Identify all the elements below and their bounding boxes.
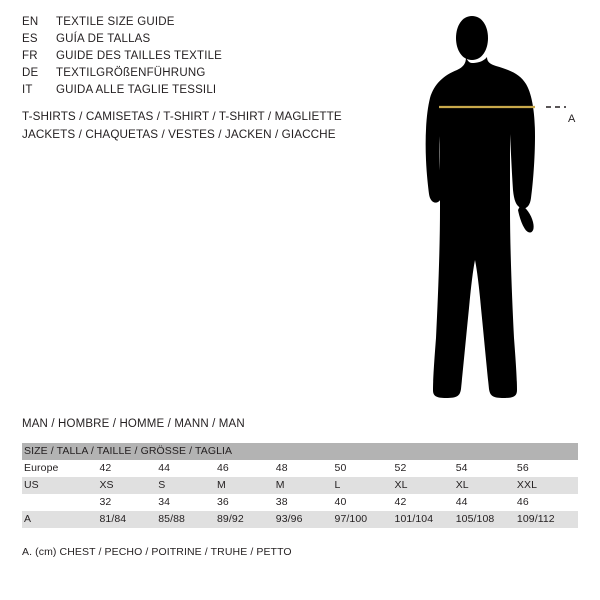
language-code: ES	[22, 33, 38, 45]
table-row	[22, 511, 578, 528]
language-row	[22, 16, 362, 33]
language-row	[22, 84, 362, 101]
table-cell: L	[335, 477, 395, 494]
measurement-footnote: A. (cm) CHEST / PECHO / POITRINE / TRUHE / PETTO	[22, 546, 292, 558]
table-cell: 56	[517, 460, 578, 477]
table-cell: 34	[158, 494, 217, 511]
row-label	[22, 494, 99, 511]
table-cell: 93/96	[276, 511, 335, 528]
language-title: GUÍA DE TALLAS	[56, 33, 151, 45]
table-cell: 109/112	[517, 511, 578, 528]
language-title-list	[22, 16, 362, 101]
table-cell: 105/108	[456, 511, 517, 528]
language-title: TEXTILE SIZE GUIDE	[56, 16, 175, 28]
language-title: TEXTILGRÖßENFÜHRUNG	[56, 67, 206, 79]
table-row	[22, 494, 578, 511]
category-jackets: JACKETS / CHAQUETAS / VESTES / JACKEN / GIACCHE	[22, 128, 336, 141]
table-cell: M	[276, 477, 335, 494]
figure-illustration	[400, 8, 600, 408]
table-cell: 85/88	[158, 511, 217, 528]
table-cell: 40	[335, 494, 395, 511]
table-cell: XL	[456, 477, 517, 494]
table-cell: 32	[99, 494, 158, 511]
table-cell: 89/92	[217, 511, 276, 528]
table-row	[22, 460, 578, 477]
language-code: DE	[22, 67, 39, 79]
row-label: Europe	[22, 460, 99, 477]
table-cell: 101/104	[395, 511, 456, 528]
table-cell: XXL	[517, 477, 578, 494]
size-table	[22, 443, 578, 528]
table-cell: 44	[158, 460, 217, 477]
table-cell: 46	[517, 494, 578, 511]
language-row	[22, 33, 362, 50]
table-cell: XS	[99, 477, 158, 494]
row-label: US	[22, 477, 99, 494]
table-cell: S	[158, 477, 217, 494]
table-header-label: SIZE / TALLA / TAILLE / GRÖSSE / TAGLIA	[22, 443, 578, 460]
table-cell: 97/100	[335, 511, 395, 528]
table-row	[22, 477, 578, 494]
language-title: GUIDA ALLE TAGLIE TESSILI	[56, 84, 217, 96]
table-cell: 42	[99, 460, 158, 477]
table-cell: 36	[217, 494, 276, 511]
table-cell: 50	[335, 460, 395, 477]
category-tshirts: T-SHIRTS / CAMISETAS / T-SHIRT / T-SHIRT / MAGLIETTE	[22, 110, 342, 123]
garment-category-list	[22, 110, 442, 146]
language-code: IT	[22, 84, 33, 96]
table-cell: 48	[276, 460, 335, 477]
table-cell: 38	[276, 494, 335, 511]
row-label: A	[22, 511, 99, 528]
language-code: EN	[22, 16, 39, 28]
table-header-row	[22, 443, 578, 460]
table-cell: XL	[395, 477, 456, 494]
language-code: FR	[22, 50, 38, 62]
table-cell: 54	[456, 460, 517, 477]
language-row	[22, 50, 362, 67]
table-cell: 52	[395, 460, 456, 477]
male-silhouette-icon	[426, 16, 566, 398]
language-row	[22, 67, 362, 84]
table-cell: 42	[395, 494, 456, 511]
language-title: GUIDE DES TAILLES TEXTILE	[56, 50, 223, 62]
table-section-title: MAN / HOMBRE / HOMME / MANN / MAN	[22, 418, 245, 430]
table-cell: 46	[217, 460, 276, 477]
chest-measure-label: A	[568, 113, 576, 125]
table-cell: M	[217, 477, 276, 494]
table-cell: 81/84	[99, 511, 158, 528]
table-cell: 44	[456, 494, 517, 511]
